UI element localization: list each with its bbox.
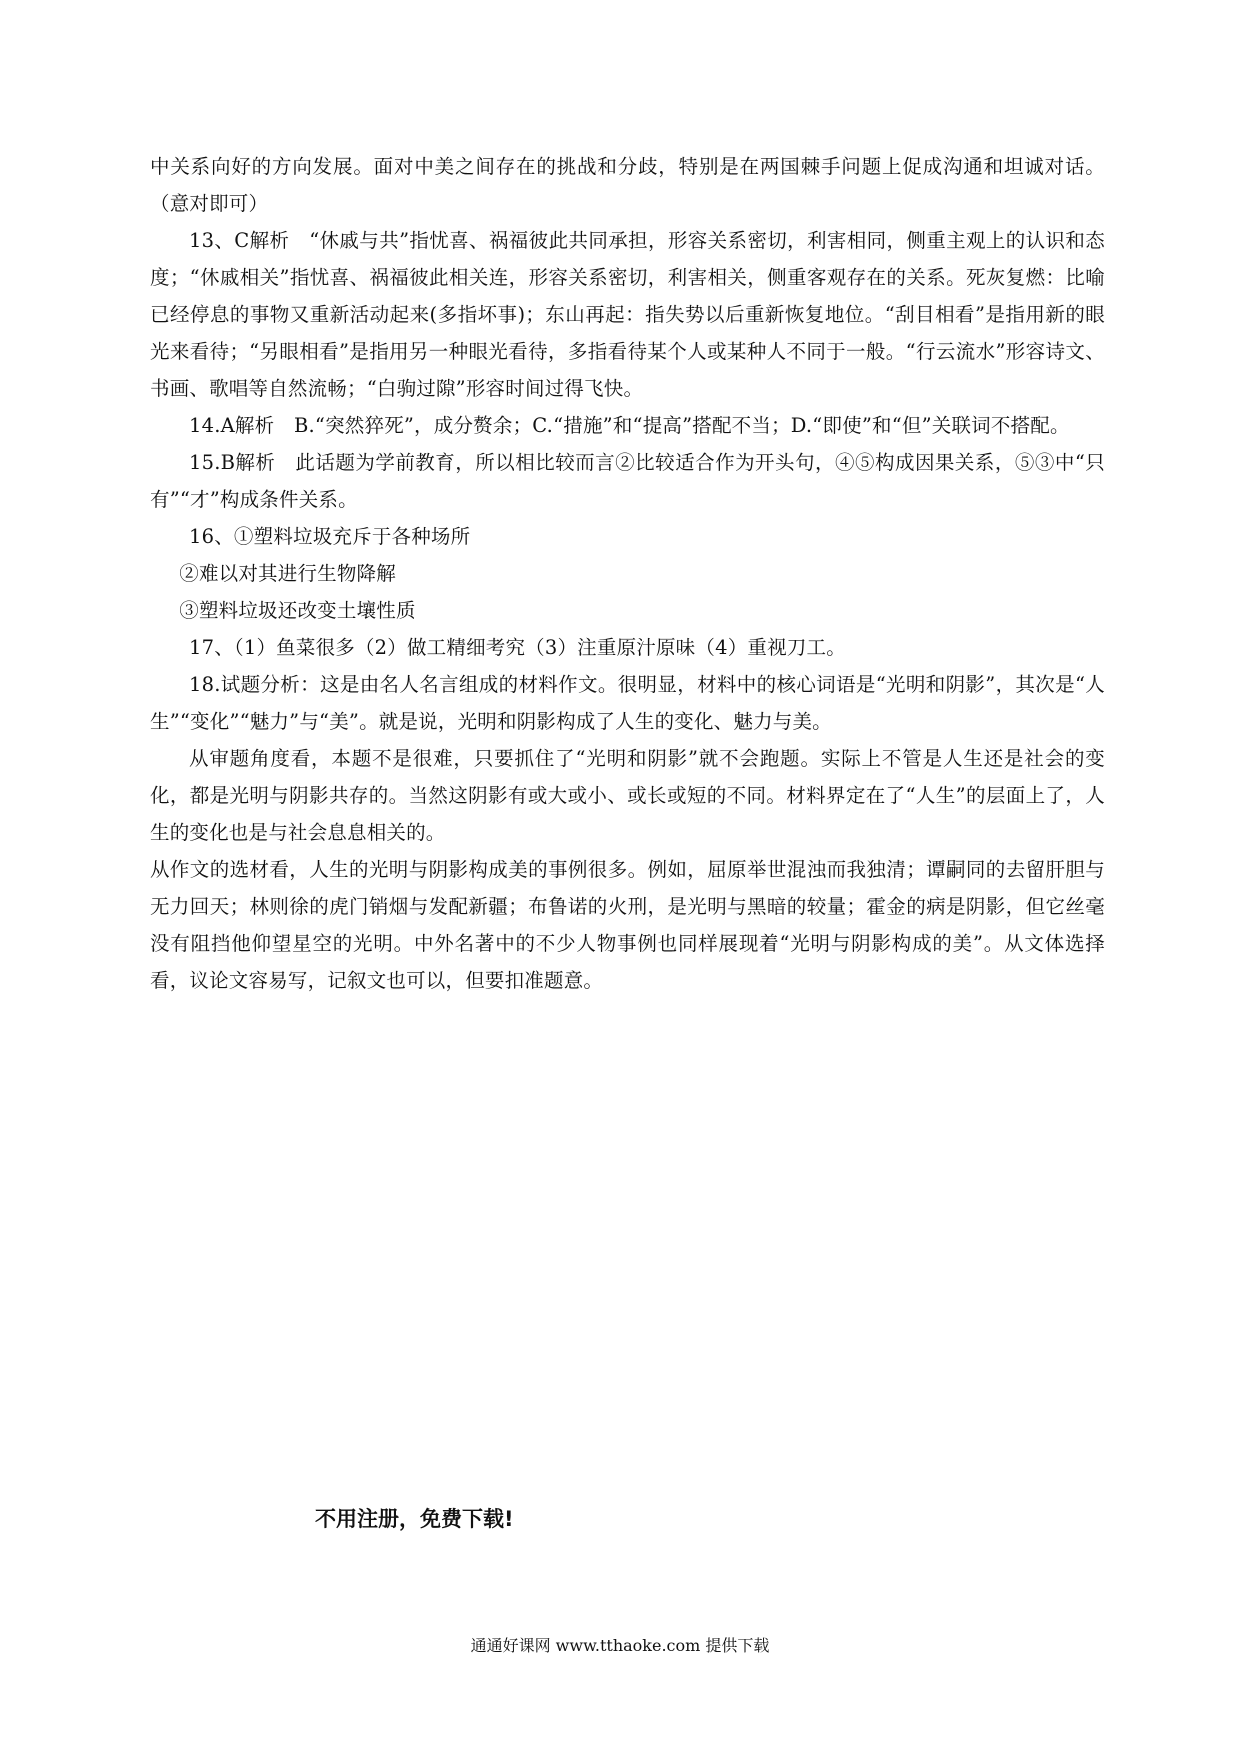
answer-14: 14.A解析 B.“突然猝死”，成分赘余；C.“措施”和“提高”搭配不当；D.“即使”和“但”关联词不搭配。 — [189, 414, 1070, 437]
promo-text: 不用注册，免费下载! — [315, 1507, 514, 1531]
answer-18-examples: 从作文的选材看，人生的光明与阴影构成美的事例很多。例如，屈原举世混浊而我独清；谭嗣同的去留肝胆与无力回天；林则徐的虎门销烟与发配新疆；布鲁诺的火刑，是光明与黑暗的较量；霍金的病是阴影，但它丝毫没有阻挡他仰望星空的光明。中外名著中的不少人物事例也同样展现着“光明与阴影构成的美”。从文体选择看，议论文容易写，记叙文也可以，但要扣准题意。 — [150, 858, 1105, 992]
answer-18-analysis: 从审题角度看，本题不是很难，只要抓住了“光明和阴影”就不会跑题。实际上不管是人生还是社会的变化，都是光明与阴影共存的。当然这阴影有或大或小、或长或短的不同。材料界定在了“人生”的层面上了，人生的变化也是与社会息息相关的。 — [150, 747, 1105, 844]
answer-16-item-1: 16、①塑料垃圾充斥于各种场所 — [189, 525, 471, 548]
answer-18: 18.试题分析：这是由名人名言组成的材料作文。很明显，材料中的核心词语是“光明和阴影”，其次是“人生”“变化”“魅力”与“美”。就是说，光明和阴影构成了人生的变化、魅力与美。 — [150, 673, 1105, 733]
answer-16-item-3: ③塑料垃圾还改变土壤性质 — [179, 599, 416, 622]
answer-13: 13、C解析 “休戚与共”指忧喜、祸福彼此共同承担，形容关系密切，利害相同，侧重主观上的认识和态度；“休戚相关”指忧喜、祸福彼此相关连，形容关系密切，利害相关，侧重客观存在的关系。死灰复燃：比喻已经停息的事物又重新活动起来(多指坏事)；东山再起：指失势以后重新恢复地位。“刮目相看”是指用新的眼光来看待；“另眼相看”是指用另一种眼光看待，多指看待某个人或某种人不同于一般。“行云流水”形容诗文、书画、歌唱等自然流畅；“白驹过隙”形容时间过得飞快。 — [150, 229, 1105, 400]
answer-16-item-2: ②难以对其进行生物降解 — [179, 562, 396, 585]
paragraph-continuation: 中关系向好的方向发展。面对中美之间存在的挑战和分歧，特别是在两国棘手问题上促成沟通和坦诚对话。（意对即可） — [150, 155, 1105, 215]
document-body — [150, 148, 1105, 999]
page-footer: 通通好课网 www.tthaoke.com 提供下载 — [470, 1636, 770, 1655]
answer-17: 17、（1）鱼菜很多（2）做工精细考究（3）注重原汁原味（4）重视刀工。 — [189, 636, 846, 659]
answer-15: 15.B解析 此话题为学前教育，所以相比较而言②比较适合作为开头句，④⑤构成因果关系，⑤③中“只有”“才”构成条件关系。 — [150, 451, 1105, 511]
